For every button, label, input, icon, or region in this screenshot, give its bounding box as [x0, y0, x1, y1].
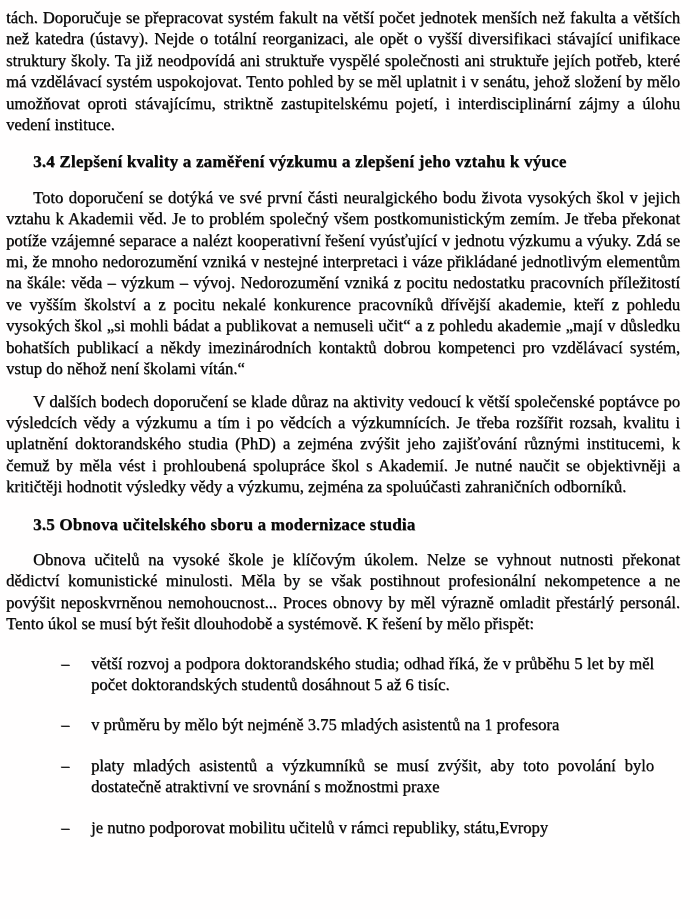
paragraph-continuation: tách. Doporučuje se přepracovat systém fakult na větší počet jednotek menších než fakulta a větších než katedra (ústavy). Nejde o totální reorganizaci, ale opět o vyšší diversifikaci stávající unifikace struktury školy. Ta již neodpovídá ani struktuře vyspělé společnosti ani struktuře jejích potřeb, které má vzdělávací systém uspokojovat. Tento pohled by se měl uplatnit i v senátu, jehož složení by mělo umožňovat oproti stávajícímu, striktně zastupitelskému pojetí, i interdisciplinární zájmy a úlohu vedení instituce.	[6, 8, 680, 135]
list-item-text: je nutno podporovat mobilitu učitelů v rámci republiky, státu,Evropy	[91, 817, 549, 837]
section-heading-3-4: 3.4 Zlepšení kvality a zaměření výzkumu a zlepšení jeho vztahu k výuce	[33, 152, 567, 172]
dash-marker: –	[61, 653, 70, 673]
paragraph-35-1: Obnova učitelů na vysoké škole je klíčovým úkolem. Nelze se vyhnout nutnosti překonat dědictví komunistické minulosti. Měla by se však postihnout profesionální nekompetence a ne povýšit neposkvrněnou nemohoucnost... Proces obnovy by měl výrazně omladit přestárlý personál. Tento úkol se musí být řešit dlouhodobě a systémově. K řešení by mělo přispět:	[6, 549, 680, 634]
dash-marker: –	[61, 715, 70, 735]
list-item-text: platy mladých asistentů a výzkumníků se musí zvýšit, aby toto povolání bylo dostatečně atraktivní ve srovnání s možnostmi praxe	[91, 755, 654, 797]
list-item	[61, 653, 654, 696]
paragraph-34-2: V dalších bodech doporučení se klade důraz na aktivity vedoucí k větší společenské poptávce po výsledcích vědy a výzkumu a tím i po vědcích a výzkumnících. Je třeba rozšířit rozsah, kvalitu i uplatnění doktorandského studia (PhD) a zejména zvýšit jeho zajišťování různými institucemi, k čemuž by měla vést i prohloubená spolupráce škol s Akademií. Je nutné naučit se objektivněji a kritičtěji hodnotit výsledky vědy a výzkumu, zejména za spoluúčasti zahraničních odborníků.	[6, 391, 680, 497]
dash-marker: –	[61, 817, 70, 837]
list-item-text: v průměru by mělo být nejméně 3.75 mladých asistentů na 1 profesora	[91, 715, 560, 735]
paragraph-34-1: Toto doporučení se dotýká ve své první části neuralgického bodu života vysokých škol v jejich vztahu k Akademii věd. Je to problém společný všem postkomunistickým zemím. Je třeba překonat potíže vzájemné separace a nalézt kooperativní řešení vyúsťující v jednotu výzkumu a výuky. Zdá se mi, že mnoho nedorozumění vzniká v nestejné interpretaci i váze přikládané jednotlivým elementům na škále: věda – výzkum – vývoj. Nedorozumění vzniká z pocitu nedostatku pracovních příležitostí ve vyšším školství a z pocitu nekalé konkurence pracovníků dřívější akademie, kteří z pohledu vysokých škol „si mohli bádat a publikovat a nemuseli učit“ a z pohledu akademie „mají v důsledku bohatších publikací a někdy imezinárodních kontaktů dobrou kompetenci pro vzdělávací systém, vstup do něhož není školami vítán.“	[6, 187, 680, 379]
dash-marker: –	[61, 755, 70, 775]
list-item	[61, 817, 654, 838]
section-heading-3-5: 3.5 Obnova učitelského sboru a modernizace studia	[33, 514, 416, 534]
list-item	[61, 714, 654, 735]
list-item-text: větší rozvoj a podpora doktorandského studia; odhad říká, že v průběhu 5 let by měl počet doktorandských studentů dosáhnout 5 až 6 tisíc.	[91, 653, 654, 694]
bullet-list	[6, 653, 680, 838]
list-item	[61, 755, 654, 798]
